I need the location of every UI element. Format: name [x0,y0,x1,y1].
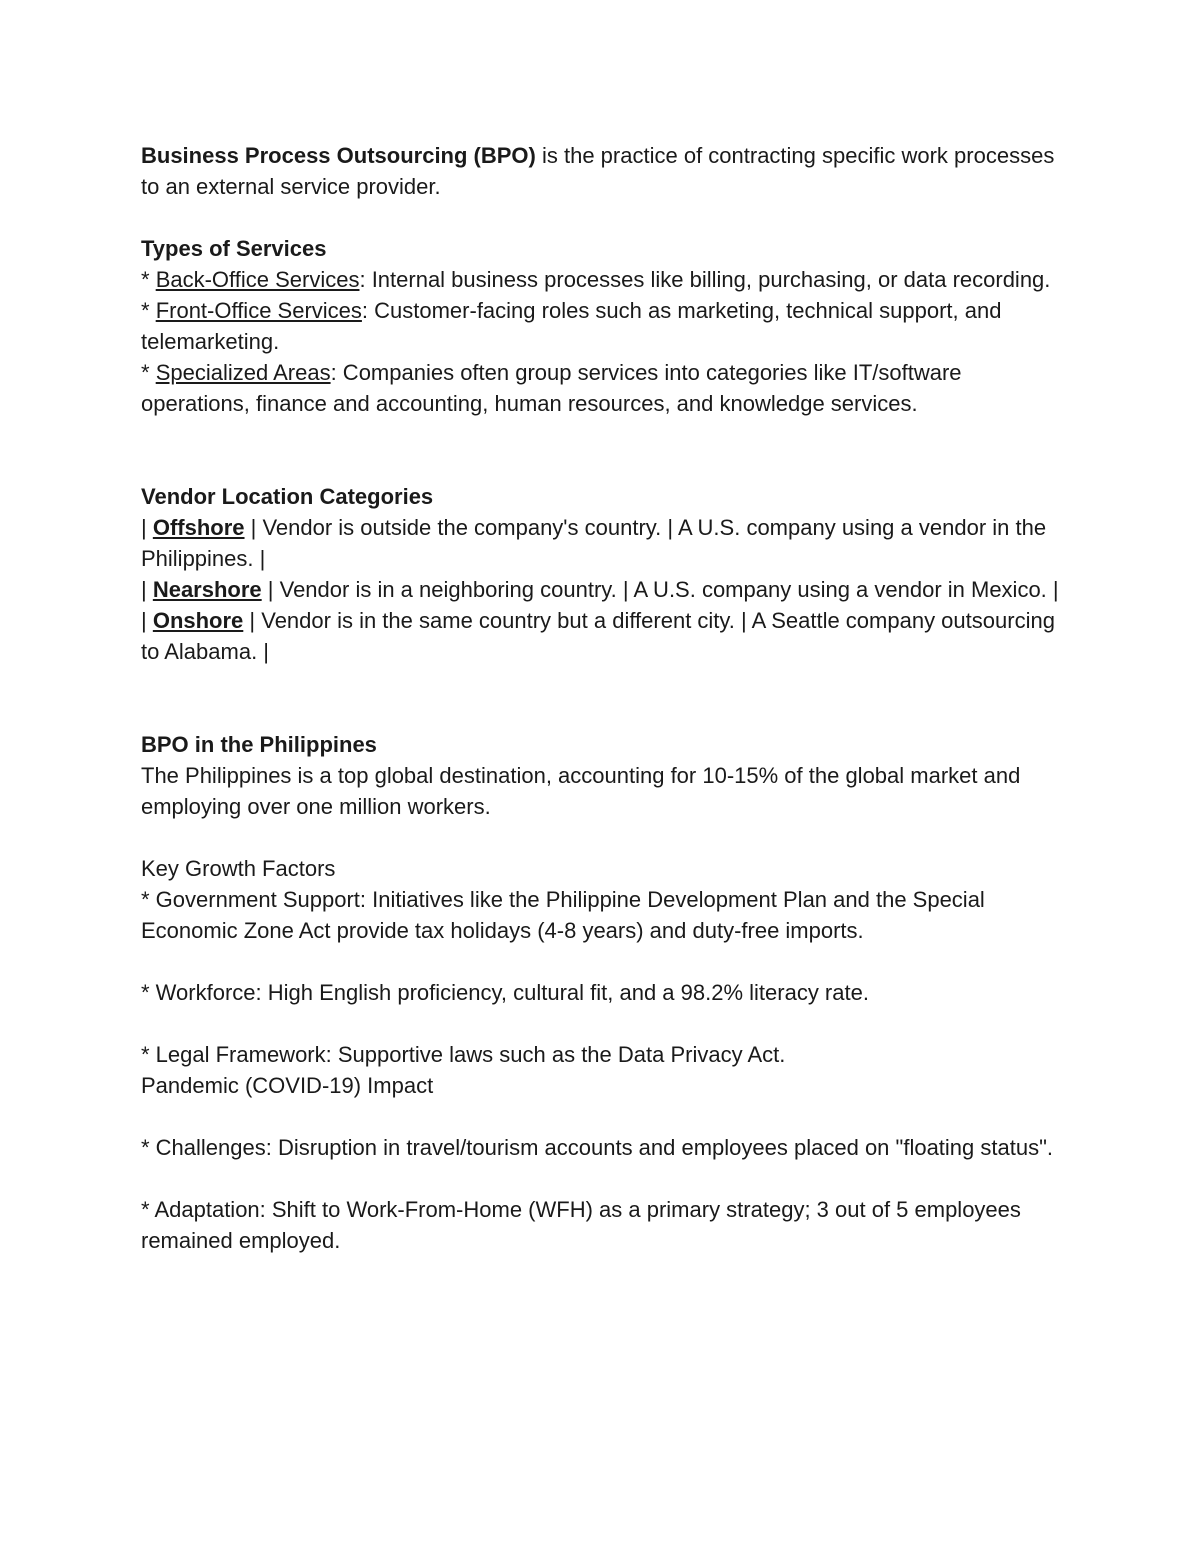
growth-government: * Government Support: Initiatives like the Philippine Development Plan and the Special Economic Zone Act provide tax holidays (4-8 years) and duty-free imports. [141,887,985,943]
vendor-row-onshore [141,605,1061,667]
growth-heading: Key Growth Factors [141,856,336,881]
pandemic-heading: Pandemic (COVID-19) Impact [141,1073,434,1098]
service-desc: : Customer-facing roles such as marketing, technical support, and telemarketing. [141,298,1002,354]
spacer [141,419,1061,481]
philippines-summary: The Philippines is a top global destination, accounting for 10-15% of the global market and employing over one million workers. [141,763,1021,819]
service-item-specialized [141,357,1061,419]
bullet-marker: * [141,360,156,385]
bullet-marker: * [141,267,156,292]
growth-workforce: * Workforce: High English proficiency, cultural fit, and a 98.2% literacy rate. [141,980,869,1005]
vendors-heading: Vendor Location Categories [141,484,434,509]
service-item-back-office [141,264,1061,295]
pipe: | [141,577,153,602]
service-desc: : Internal business processes like billing, purchasing, or data recording. [359,267,1051,292]
pipe: | [141,515,153,540]
service-name: Back-Office Services [155,267,360,292]
service-name: Front-Office Services [155,298,362,323]
pandemic-challenges: * Challenges: Disruption in travel/tourism accounts and employees placed on "floating status". [141,1135,1054,1160]
services-heading: Types of Services [141,236,327,261]
vendor-name: Nearshore [152,577,262,602]
vendor-row-nearshore [141,574,1061,605]
bpo-definition: is the practice of contracting specific work processes to an external service provider. [141,143,1055,199]
spacer [141,667,1061,729]
pipe: | [141,608,153,633]
vendor-name: Onshore [152,608,244,633]
pandemic-adaptation: * Adaptation: Shift to Work-From-Home (WFH) as a primary strategy; 3 out of 5 employees remained employed. [141,1197,1021,1253]
vendor-desc: | Vendor is in a neighboring country. | A U.S. company using a vendor in Mexico. | [261,577,1059,602]
service-desc: : Companies often group services into categories like IT/software operations, finance and accounting, human resources, and knowledge services. [141,360,962,416]
spacer [141,1101,1061,1132]
bullet-marker: * [141,298,156,323]
spacer [141,202,1061,233]
service-name: Specialized Areas [155,360,331,385]
document-page [141,140,1061,1256]
vendor-row-offshore [141,512,1061,574]
spacer [141,946,1061,977]
service-item-front-office [141,295,1061,357]
philippines-heading: BPO in the Philippines [141,732,377,757]
vendor-desc: | Vendor is in the same country but a different city. | A Seattle company outsourcing to Alabama. | [141,608,1055,664]
spacer [141,822,1061,853]
vendor-name: Offshore [152,515,245,540]
vendor-desc: | Vendor is outside the company's country. | A U.S. company using a vendor in the Philippines. | [141,515,1047,571]
intro-paragraph [141,140,1061,202]
spacer [141,1163,1061,1194]
growth-legal: * Legal Framework: Supportive laws such as the Data Privacy Act. [141,1042,786,1067]
spacer [141,1008,1061,1039]
bpo-term: Business Process Outsourcing (BPO) [141,143,536,168]
